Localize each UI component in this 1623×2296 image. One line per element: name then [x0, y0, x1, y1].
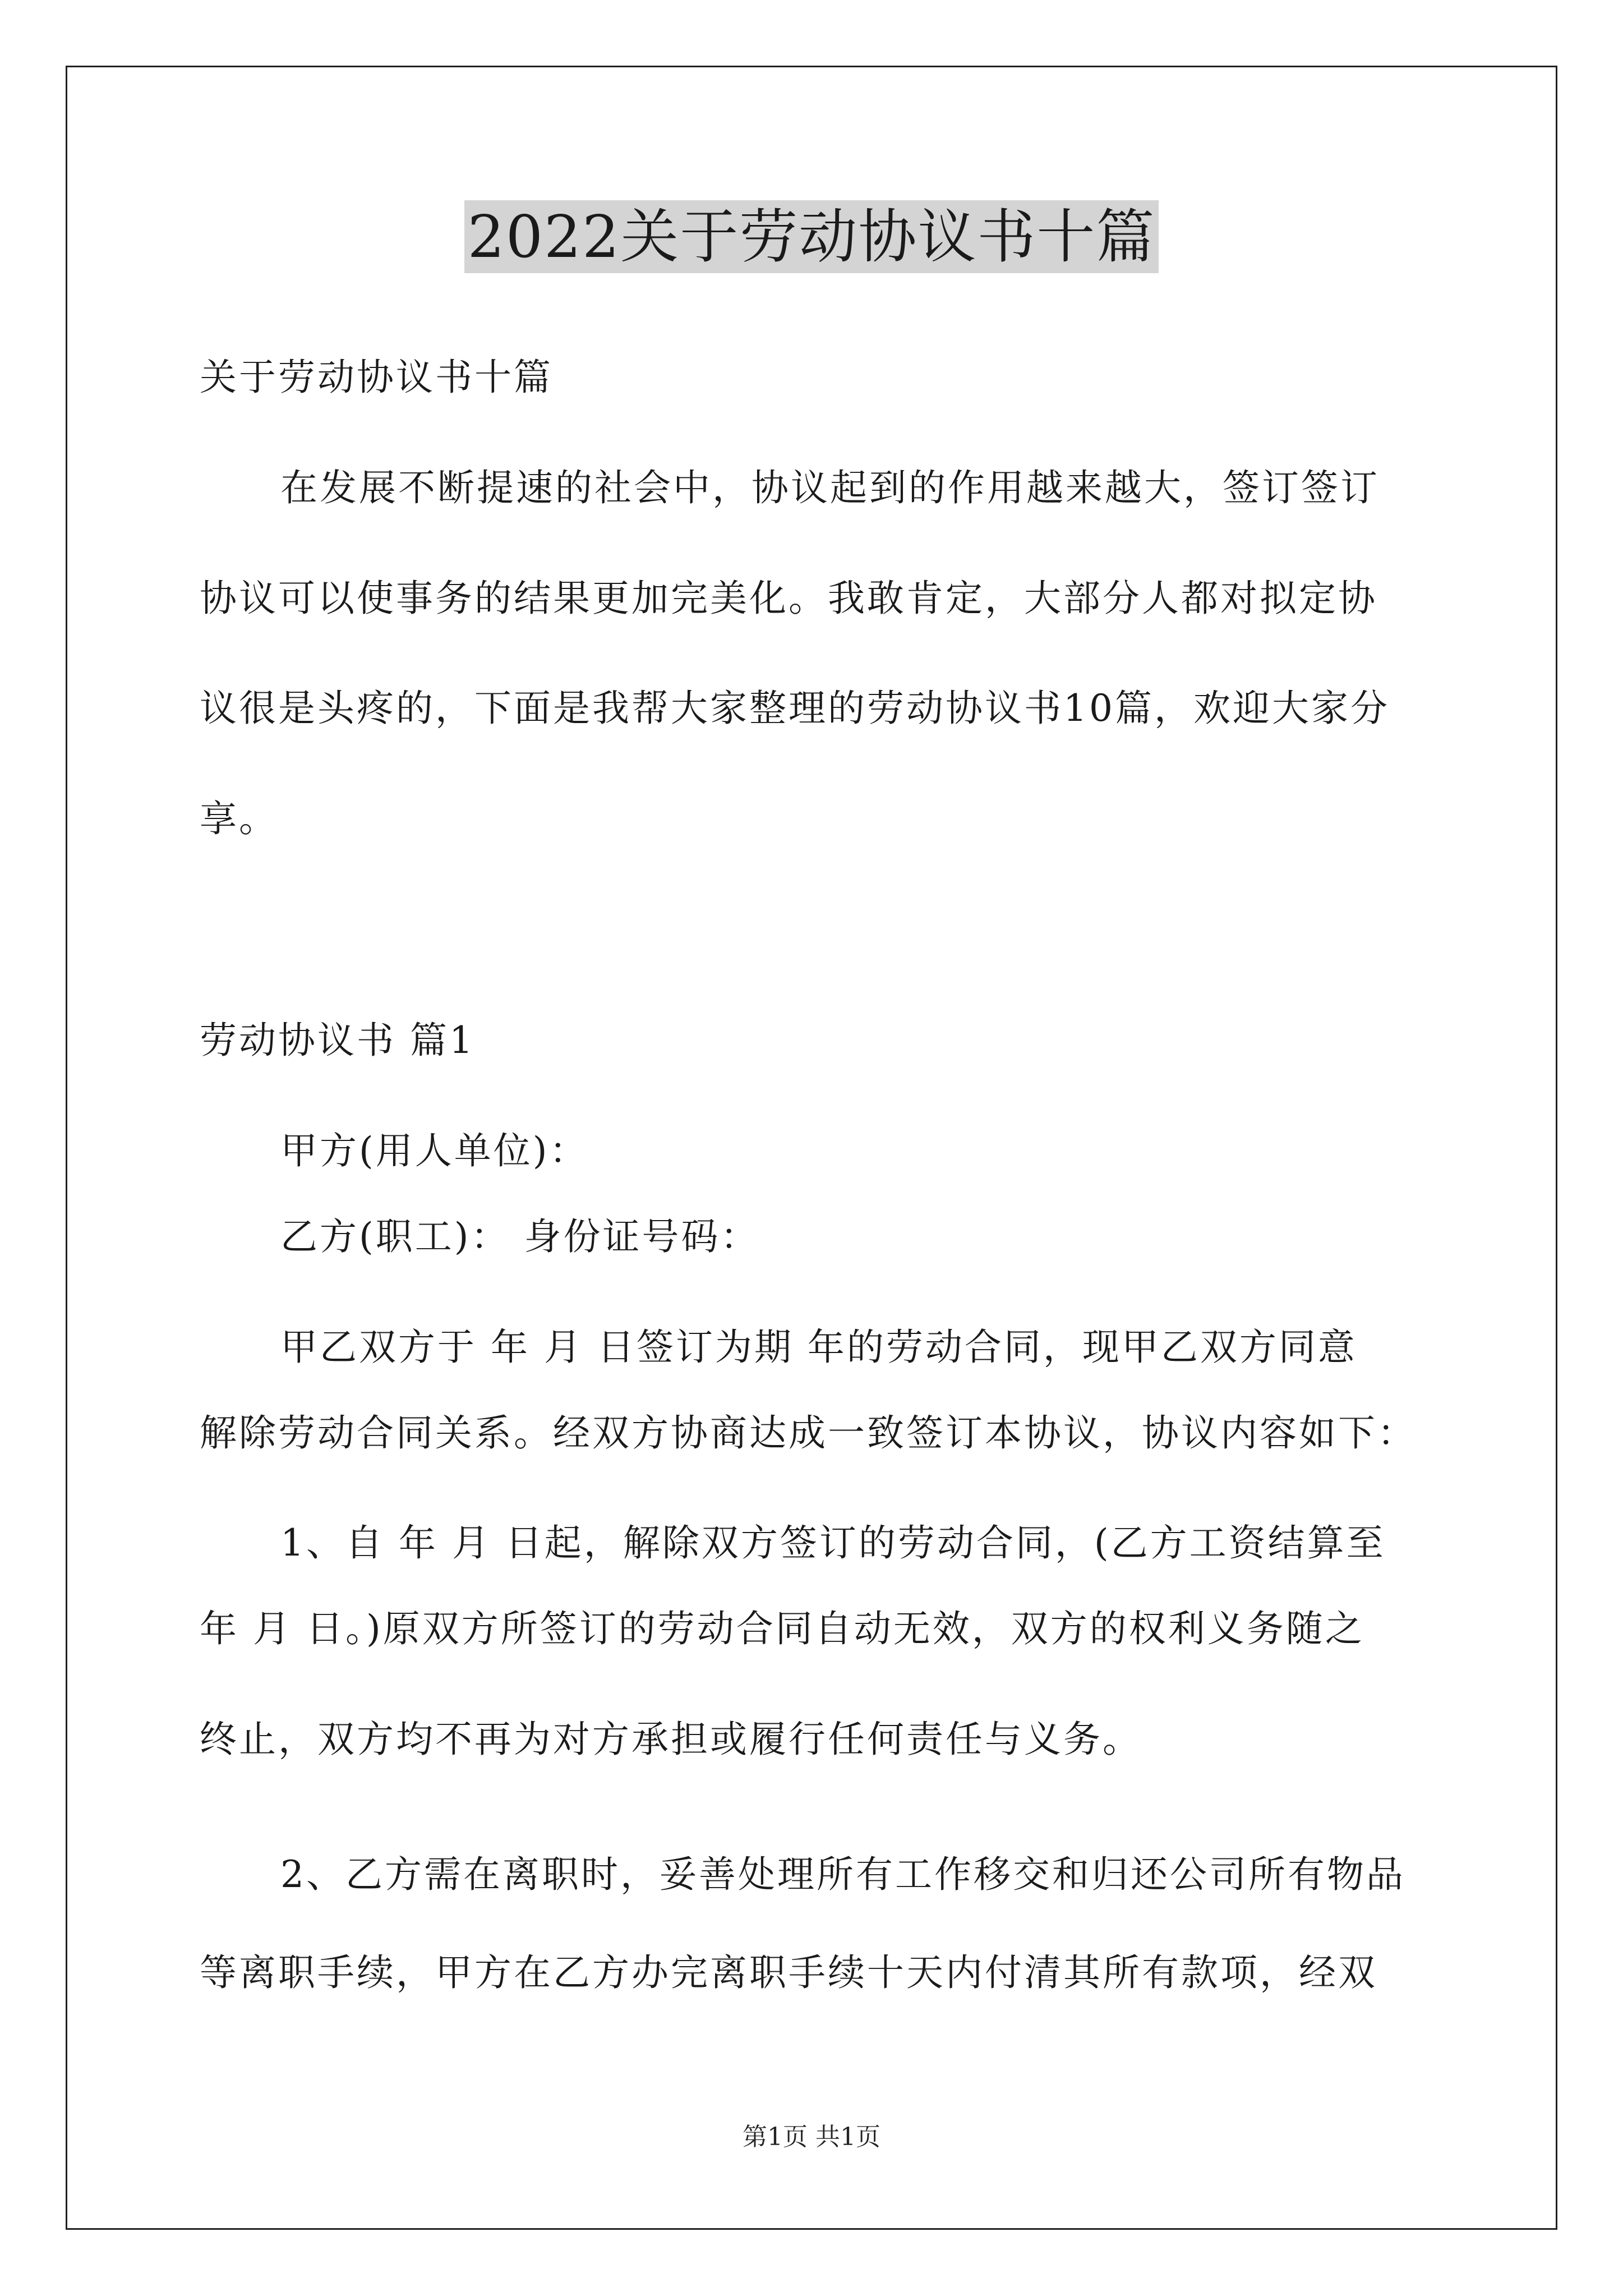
intro-line-1: 在发展不断提速的社会中，协议起到的作用越来越大，签订签订 — [280, 466, 1380, 509]
clause-1-line-2: 年 月 日。)原双方所签订的劳动合同自动无效，双方的权利义务随之 — [200, 1607, 1364, 1650]
document-subtitle: 关于劳动协议书十篇 — [200, 356, 553, 399]
intro-line-2: 协议可以使事务的结果更加完美化。我敢肯定，大部分人都对拟定协 — [200, 577, 1377, 620]
document-title — [0, 197, 1623, 276]
clause-2-line-1: 2、乙方需在离职时，妥善处理所有工作移交和归还公司所有物品 — [280, 1853, 1405, 1896]
section-heading: 劳动协议书 篇1 — [200, 1019, 475, 1062]
clause-1-line-1: 1、自 年 月 日起，解除双方签订的劳动合同，(乙方工资结算至 — [280, 1521, 1386, 1565]
document-title-text: 2022关于劳动协议书十篇 — [464, 200, 1159, 273]
clause-1-line-3: 终止，双方均不再为对方承担或履行任何责任与义务。 — [200, 1718, 1142, 1761]
page-footer: 第1页 共1页 — [743, 2123, 880, 2151]
party-a-line: 甲方(用人单位)： — [280, 1129, 589, 1172]
body-line-3: 甲乙双方于 年 月 日签订为期 年的劳动合同，现甲乙双方同意 — [280, 1326, 1357, 1369]
intro-line-3: 议很是头疼的，下面是我帮大家整理的劳动协议书10篇，欢迎大家分 — [200, 687, 1390, 730]
body-line-4: 解除劳动合同关系。经双方协商达成一致签订本协议，协议内容如下： — [200, 1411, 1417, 1455]
clause-2-line-2: 等离职手续，甲方在乙方办完离职手续十天内付清其所有款项，经双 — [200, 1951, 1377, 1994]
intro-line-4: 享。 — [200, 797, 278, 840]
party-b-line: 乙方(职工)： 身份证号码： — [280, 1215, 760, 1258]
